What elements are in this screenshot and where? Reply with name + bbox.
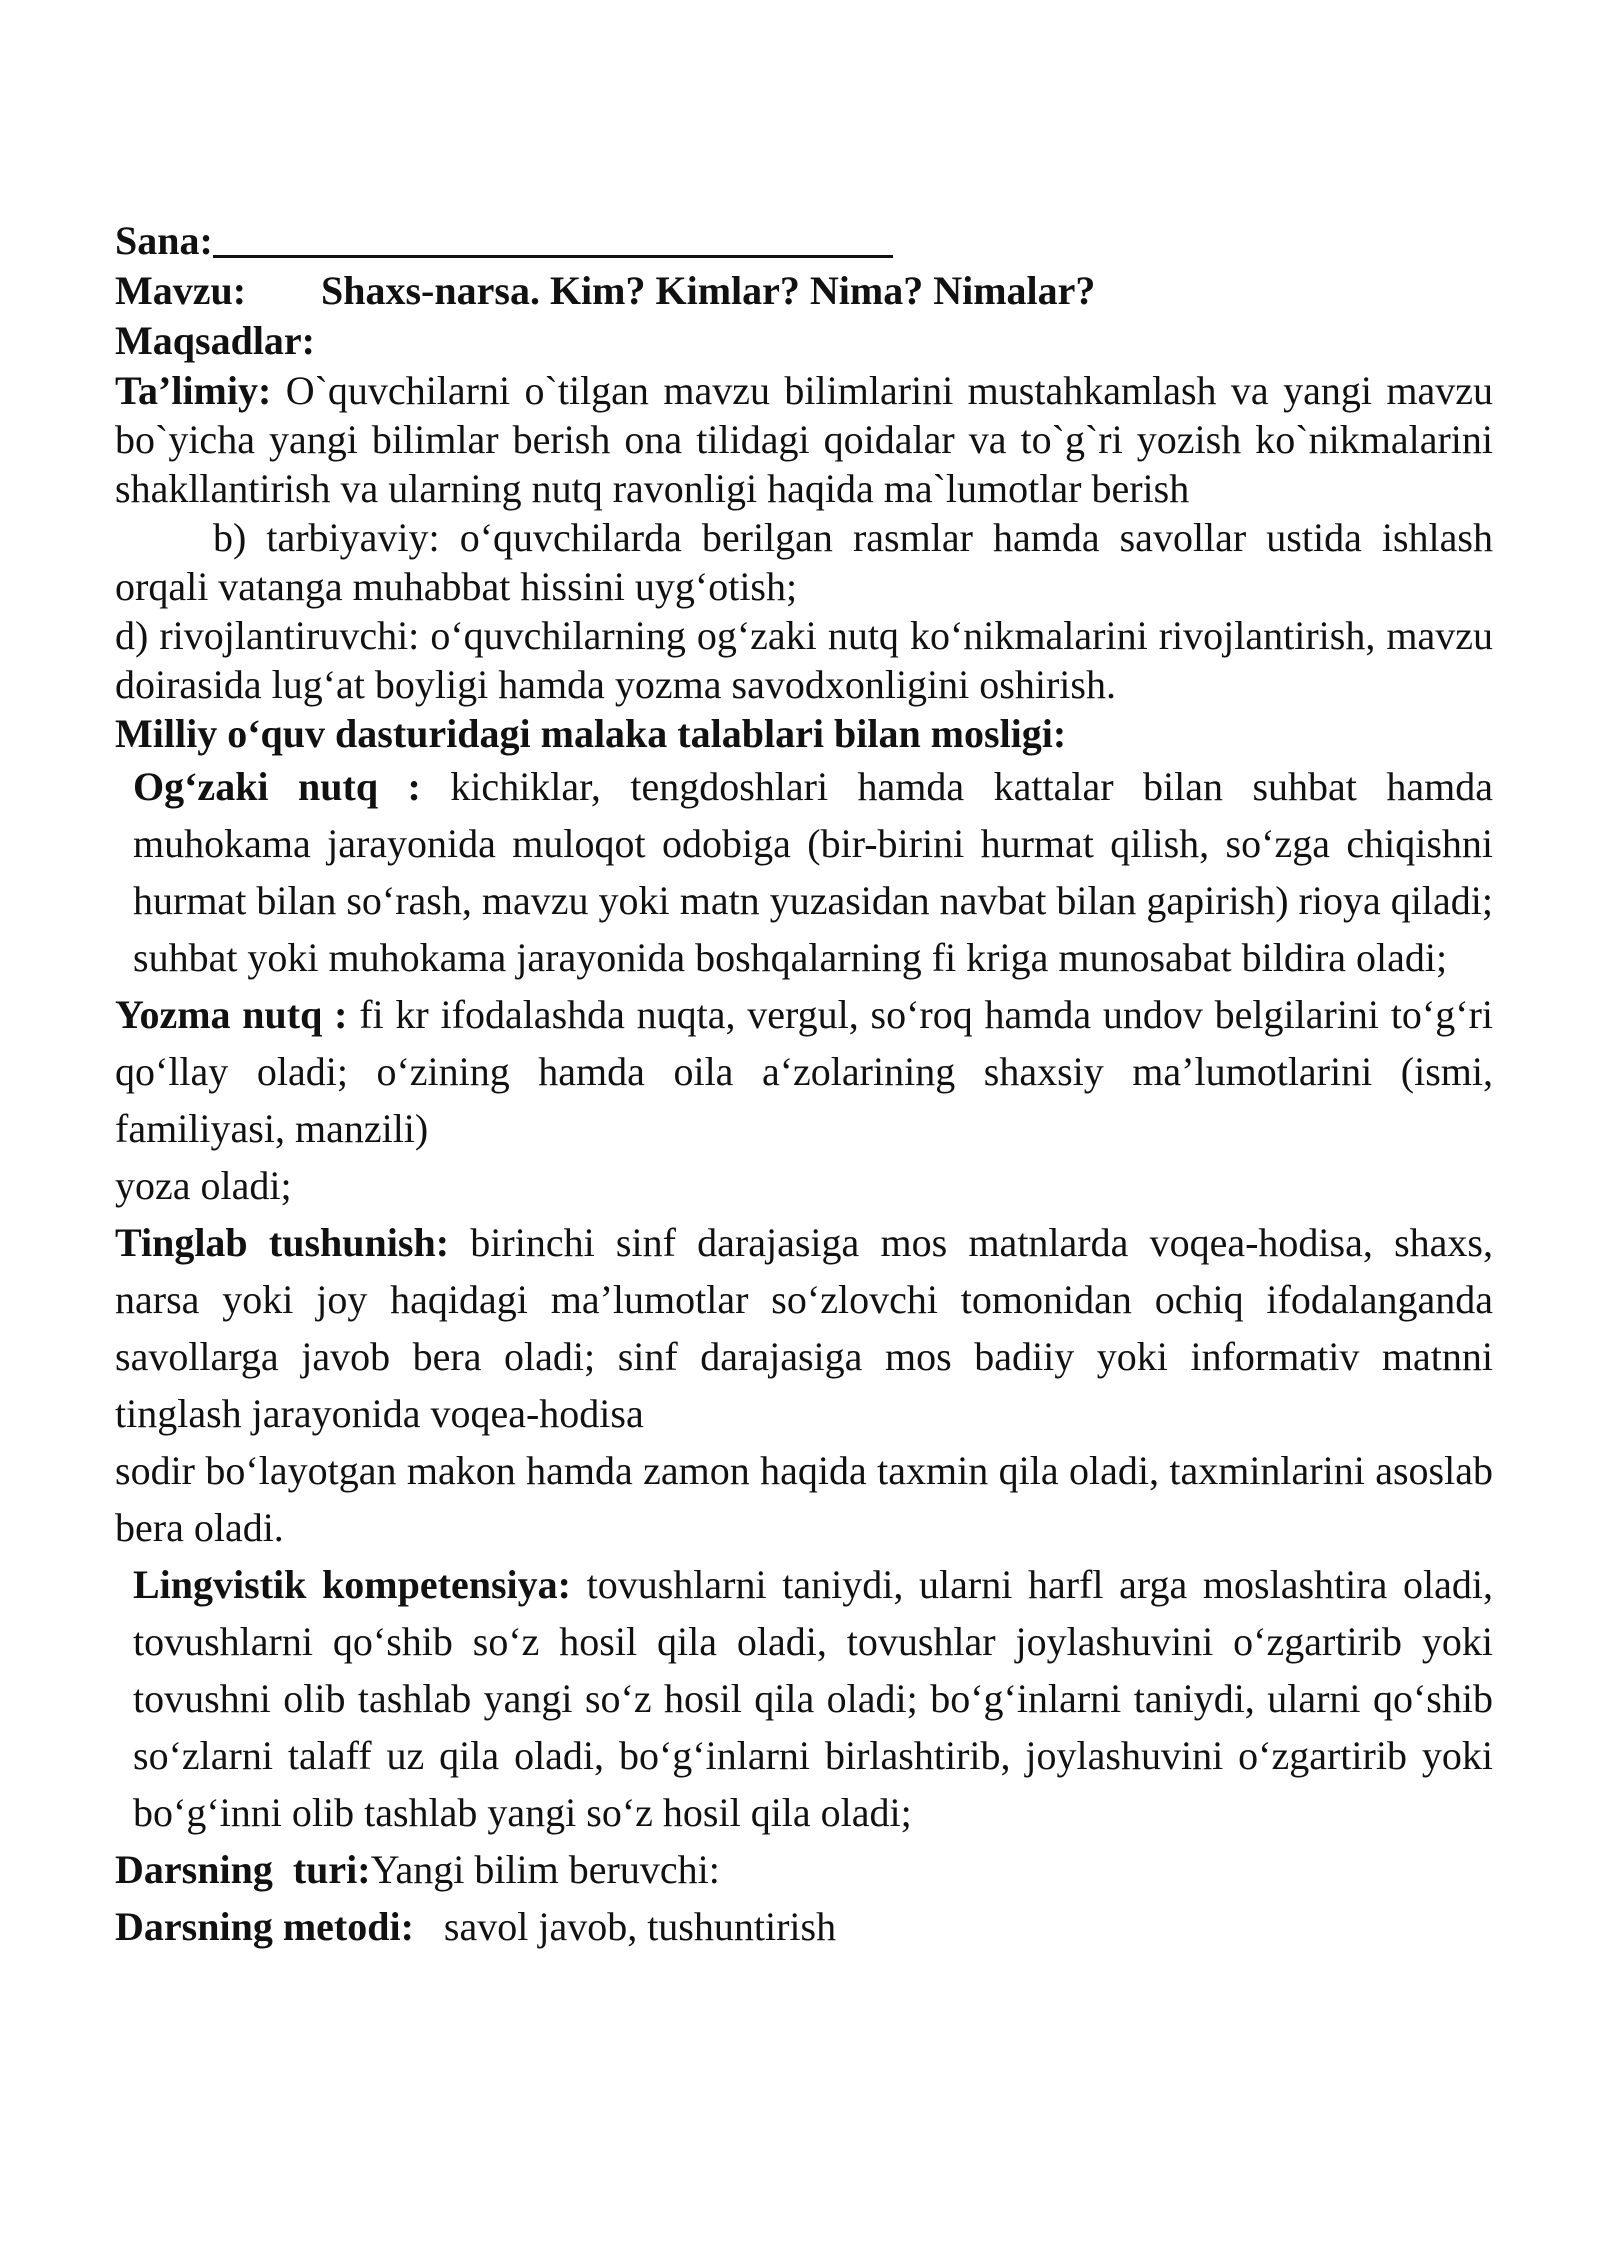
mavzu-label: Mavzu: (115, 268, 247, 313)
ogzaki-paragraph (115, 758, 1493, 986)
darsning-turi-row (115, 1841, 1493, 1898)
yozma-label: Yozma nutq : (115, 992, 348, 1037)
darsning-turi-text: Yangi bilim beruvchi: (370, 1847, 720, 1892)
ogzaki-label: Og‘zaki nutq : (133, 764, 421, 809)
darsning-metodi-label: Darsning metodi: (115, 1904, 414, 1949)
mavzu-text: Shaxs-narsa. Kim? Kimlar? Nima? Nimalar? (321, 268, 1096, 313)
yozma-text: fi kr ifodalashda nuqta, vergul, so‘roq hamda undov belgilarini to‘g‘ri qo‘llay oladi; o‘zining hamda oila a‘zolarining shaxsiy ma’lumotlarini (ismi, familiyasi, manzili) (115, 992, 1494, 1151)
ogzaki-text: kichiklar, tengdoshlari hamda kattalar bilan suhbat hamda muhokama jarayonida muloqot odobiga (bir-birini hurmat qilish, so‘zga chiqishni hurmat bilan so‘rash, mavzu yoki matn yuzasidan navbat bilan gapirish) rioya qiladi; suhbat yoki muhokama jarayonida boshqalarning fi kriga munosabat bildira oladi; (133, 764, 1493, 980)
tinglab-paragraph (115, 1214, 1493, 1442)
lesson-plan-page (115, 215, 1493, 1955)
sana-label: Sana: (115, 218, 213, 263)
lingvistik-text: tovushlarni taniydi, ularni harfl arga moslashtira oladi, tovushlarni qo‘shib so‘z hosil qila oladi, tovushlar joylashuvini o‘zgartirib yoki tovushni olib tashlab yangi so‘z hosil qila oladi; bo‘g‘inlarni taniydi, ularni qo‘shib so‘zlarni talaff uz qila oladi, bo‘g‘inlarni birlashtirib, joylashuvini o‘zgartirib yoki bo‘g‘inni olib tashlab yangi so‘z hosil qila oladi; (133, 1562, 1493, 1835)
talimiy-text: O`quvchilarni o`tilgan mavzu bilimlarini mustahkamlash va yangi mavzu bo`yicha yangi bilimlar berish ona tilidagi qoidalar va to`g`ri yozish ko`nikmalarini shakllantirish va ularning nutq ravonligi haqida ma`lumotlar berish (115, 368, 1493, 511)
tinglab-continuation: sodir bo‘layotgan makon hamda zamon haqida taxmin qila oladi, taxminlarini asoslab bera oladi. (115, 1448, 1493, 1550)
yozma-continuation: yoza oladi; (115, 1163, 292, 1208)
darsning-metodi-text: savol javob, tushuntirish (443, 1904, 837, 1949)
tarbiyaviy-paragraph: b) tarbiyaviy: o‘quvchilarda berilgan rasmlar hamda savollar ustida ishlash orqali vatanga muhabbat hissini uyg‘otish; (115, 515, 1493, 609)
talimiy-label: Ta’limiy: (115, 368, 272, 413)
lingvistik-paragraph (115, 1556, 1493, 1841)
sana-blank-line (213, 215, 893, 258)
sana-row (115, 215, 1493, 266)
maqsadlar-heading: Maqsadlar: (115, 318, 315, 363)
tinglab-label: Tinglab tushunish: (115, 1220, 450, 1265)
darsning-metodi-row (115, 1898, 1493, 1955)
rivojlantiruvchi-paragraph: d) rivojlantiruvchi: o‘quvchilarning og‘zaki nutq ko‘nikmalarini rivojlantirish, mavzu doirasida lug‘at boyligi hamda yozma savodxonligini oshirish. (115, 613, 1493, 707)
mavzu-row (115, 266, 1493, 316)
milliy-heading: Milliy o‘quv dasturidagi malaka talablari bilan mosligi: (115, 711, 1067, 756)
darsning-turi-label: Darsning turi: (115, 1847, 371, 1892)
tinglab-text: birinchi sinf darajasiga mos matnlarda voqea-hodisa, shaxs, narsa yoki joy haqidagi ma’lumotlar so‘zlovchi tomonidan ochiq ifodalanganda savollarga javob bera oladi; sinf darajasiga mos badiiy yoki informativ matnni tinglash jarayonida voqea-hodisa (115, 1220, 1493, 1436)
yozma-paragraph (115, 986, 1493, 1157)
lingvistik-label: Lingvistik kompetensiya: (133, 1562, 571, 1607)
talimiy-paragraph (115, 366, 1493, 513)
